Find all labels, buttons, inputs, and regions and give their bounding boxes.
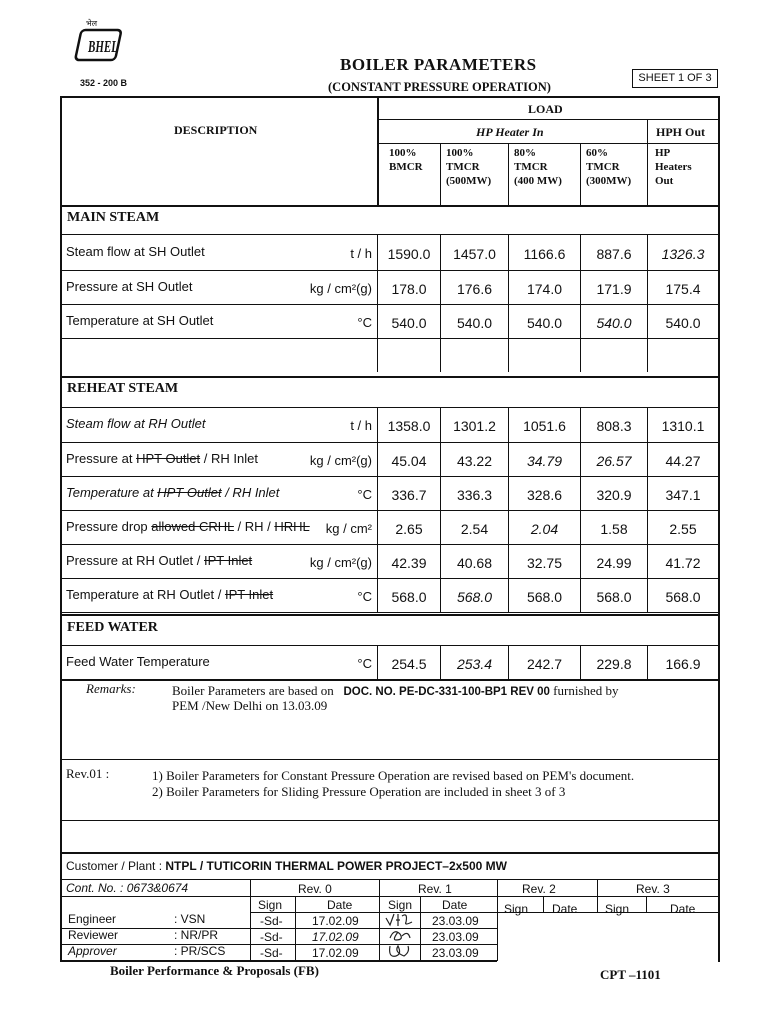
approver-name: : PR/SCS [174, 944, 226, 958]
date-header: Date [552, 902, 578, 916]
approver-rev0-date: 17.02.09 [312, 946, 359, 960]
svg-text:BHEL: BHEL [87, 37, 118, 56]
value-cell: 253.4 [456, 656, 493, 672]
value-cell: 540.0 [526, 315, 563, 331]
value-cell: 175.4 [665, 281, 701, 297]
role-approver: Approver [68, 944, 117, 958]
engineer-rev1-date: 23.03.09 [432, 914, 479, 928]
value-cell: 540.0 [391, 315, 427, 331]
hp-heater-in-header: HP Heater In [476, 125, 544, 139]
customer-plant: Customer / Plant : NTPL / TUTICORIN THERMAL POWER PROJECT–2x500 MW [66, 859, 507, 873]
row-unit: °C [357, 315, 372, 330]
date-header: Date [327, 898, 353, 912]
sign-header: Sign [605, 902, 630, 916]
value-cell: 568.0 [456, 589, 493, 605]
value-cell: 336.7 [391, 487, 427, 503]
row-unit: °C [357, 589, 372, 604]
value-cell: 1301.2 [453, 418, 496, 434]
sign-header: Sign [258, 898, 283, 912]
reviewer-rev1-date: 23.03.09 [432, 930, 479, 944]
description-header: DESCRIPTION [174, 123, 258, 137]
value-cell: 24.99 [596, 555, 632, 571]
section-main-steam: MAIN STEAM [67, 210, 160, 225]
row-label: Steam flow at SH Outlet [66, 244, 205, 259]
engineer-rev0-sign: -Sd- [260, 914, 283, 928]
value-cell: 2.65 [395, 521, 423, 537]
row-unit: °C [357, 656, 372, 671]
value-cell: 1326.3 [661, 246, 705, 262]
signature-mark [386, 942, 416, 965]
footer-doc-number: CPT –1101 [600, 967, 661, 982]
section-reheat-steam: REHEAT STEAM [67, 381, 179, 396]
value-cell: 40.68 [456, 555, 493, 571]
value-cell: 43.22 [456, 453, 493, 469]
value-cell: 34.79 [526, 453, 563, 469]
value-cell: 1166.6 [523, 246, 566, 262]
footer-department: Boiler Performance & Proposals (FB) [110, 963, 319, 978]
approver-rev0-sign: -Sd- [260, 946, 283, 960]
value-cell: 45.04 [391, 453, 427, 469]
rev-2-header: Rev. 2 [522, 882, 556, 896]
value-cell: 540.0 [596, 315, 632, 331]
row-unit: kg / cm²(g) [309, 281, 372, 296]
sheet-number: SHEET 1 OF 3 [632, 69, 718, 88]
load-header: LOAD [528, 102, 563, 116]
value-cell: 254.5 [391, 656, 427, 672]
page-title: BOILER PARAMETERS [340, 55, 537, 74]
col-header-hp-heaters-out: HP Heaters Out [655, 147, 692, 187]
value-cell: 568.0 [665, 589, 701, 605]
value-cell: 2.55 [669, 521, 697, 537]
value-cell: 26.57 [596, 453, 632, 469]
revision-line-1: 1) Boiler Parameters for Constant Pressure Operation are revised based on PEM's document. [152, 768, 635, 783]
row-label: Temperature at HPT Outlet / RH Inlet [66, 485, 280, 500]
rev-1-header: Rev. 1 [418, 882, 452, 896]
rev-0-header: Rev. 0 [298, 882, 332, 896]
row-label: Steam flow at RH Outlet [66, 416, 206, 431]
approver-rev1-date: 23.03.09 [432, 946, 479, 960]
col-header-60-tmcr: 60% TMCR (300MW) [586, 147, 632, 187]
document-code: 352 - 200 B [80, 78, 128, 88]
value-cell: 336.3 [456, 487, 493, 503]
value-cell: 176.6 [456, 281, 493, 297]
value-cell: 174.0 [526, 281, 563, 297]
row-unit: t / h [350, 418, 372, 433]
row-label: Pressure at SH Outlet [66, 279, 193, 294]
role-reviewer: Reviewer [68, 928, 119, 942]
col-header-100-tmcr: 100% TMCR (500MW) [446, 147, 492, 187]
value-cell: 328.6 [526, 487, 563, 503]
value-cell: 808.3 [596, 418, 632, 434]
value-cell: 166.9 [665, 656, 701, 672]
value-cell: 242.7 [526, 656, 563, 672]
row-label: Temperature at RH Outlet / IPT Inlet [66, 587, 274, 602]
revision-label: Rev.01 : [66, 766, 110, 781]
remarks-label: Remarks: [86, 681, 136, 696]
reviewer-rev0-sign: -Sd- [260, 930, 283, 944]
value-cell: 178.0 [391, 281, 427, 297]
date-header: Date [442, 898, 468, 912]
reviewer-name: : NR/PR [174, 928, 219, 942]
value-cell: 1590.0 [387, 246, 431, 262]
value-cell: 568.0 [391, 589, 427, 605]
engineer-rev0-date: 17.02.09 [312, 914, 359, 928]
value-cell: 1051.6 [523, 418, 566, 434]
col-header-100-bmcr: 100% BMCR [389, 147, 423, 173]
value-cell: 1457.0 [453, 246, 496, 262]
remarks-text: Boiler Parameters are based on DOC. NO. PE-DC-331-100-BP1 REV 00 furnished by [172, 683, 619, 698]
row-unit: t / h [350, 246, 372, 261]
value-cell: 568.0 [526, 589, 563, 605]
row-label: Feed Water Temperature [66, 654, 210, 669]
date-header: Date [670, 902, 696, 916]
value-cell: 2.54 [460, 521, 489, 537]
value-cell: 32.75 [526, 555, 563, 571]
role-engineer: Engineer [68, 912, 117, 926]
svg-text:भेल: भेल [86, 19, 98, 28]
row-label: Pressure drop allowed CRHL / RH / HRHL [66, 519, 310, 534]
company-logo [78, 18, 128, 64]
remarks-text-line2: PEM /New Delhi on 13.03.09 [172, 698, 328, 713]
value-cell: 887.6 [596, 246, 632, 262]
value-cell: 568.0 [596, 589, 632, 605]
row-unit: kg / cm²(g) [309, 453, 372, 468]
contract-number: Cont. No. : 0673&0674 [66, 881, 189, 895]
row-unit: kg / cm²(g) [309, 555, 372, 570]
value-cell: 42.39 [391, 555, 427, 571]
value-cell: 229.8 [596, 656, 632, 672]
row-label: Pressure at HPT Outlet / RH Inlet [66, 451, 258, 466]
value-cell: 540.0 [665, 315, 701, 331]
value-cell: 2.04 [530, 521, 559, 537]
section-feed-water: FEED WATER [67, 620, 158, 635]
value-cell: 1310.1 [661, 418, 705, 434]
engineer-name: : VSN [174, 912, 206, 926]
row-label: Temperature at SH Outlet [66, 313, 214, 328]
col-header-80-tmcr: 80% TMCR (400 MW) [514, 147, 562, 187]
reviewer-rev0-date: 17.02.09 [312, 930, 359, 944]
value-cell: 347.1 [665, 487, 701, 503]
rev-3-header: Rev. 3 [636, 882, 670, 896]
row-label: Pressure at RH Outlet / IPT Inlet [66, 553, 253, 568]
value-cell: 320.9 [596, 487, 632, 503]
sign-header: Sign [388, 898, 413, 912]
row-unit: kg / cm² [325, 521, 372, 536]
value-cell: 44.27 [665, 453, 701, 469]
value-cell: 540.0 [456, 315, 493, 331]
hph-out-header: HPH Out [656, 125, 706, 139]
value-cell: 171.9 [596, 281, 632, 297]
revision-line-2: 2) Boiler Parameters for Sliding Pressure Operation are included in sheet 3 of 3 [152, 784, 566, 799]
value-cell: 1.58 [600, 521, 628, 537]
value-cell: 1358.0 [387, 418, 431, 434]
sign-header: Sign [504, 902, 529, 916]
row-unit: °C [357, 487, 372, 502]
page-subtitle: (CONSTANT PRESSURE OPERATION) [328, 80, 551, 94]
value-cell: 41.72 [665, 555, 701, 571]
